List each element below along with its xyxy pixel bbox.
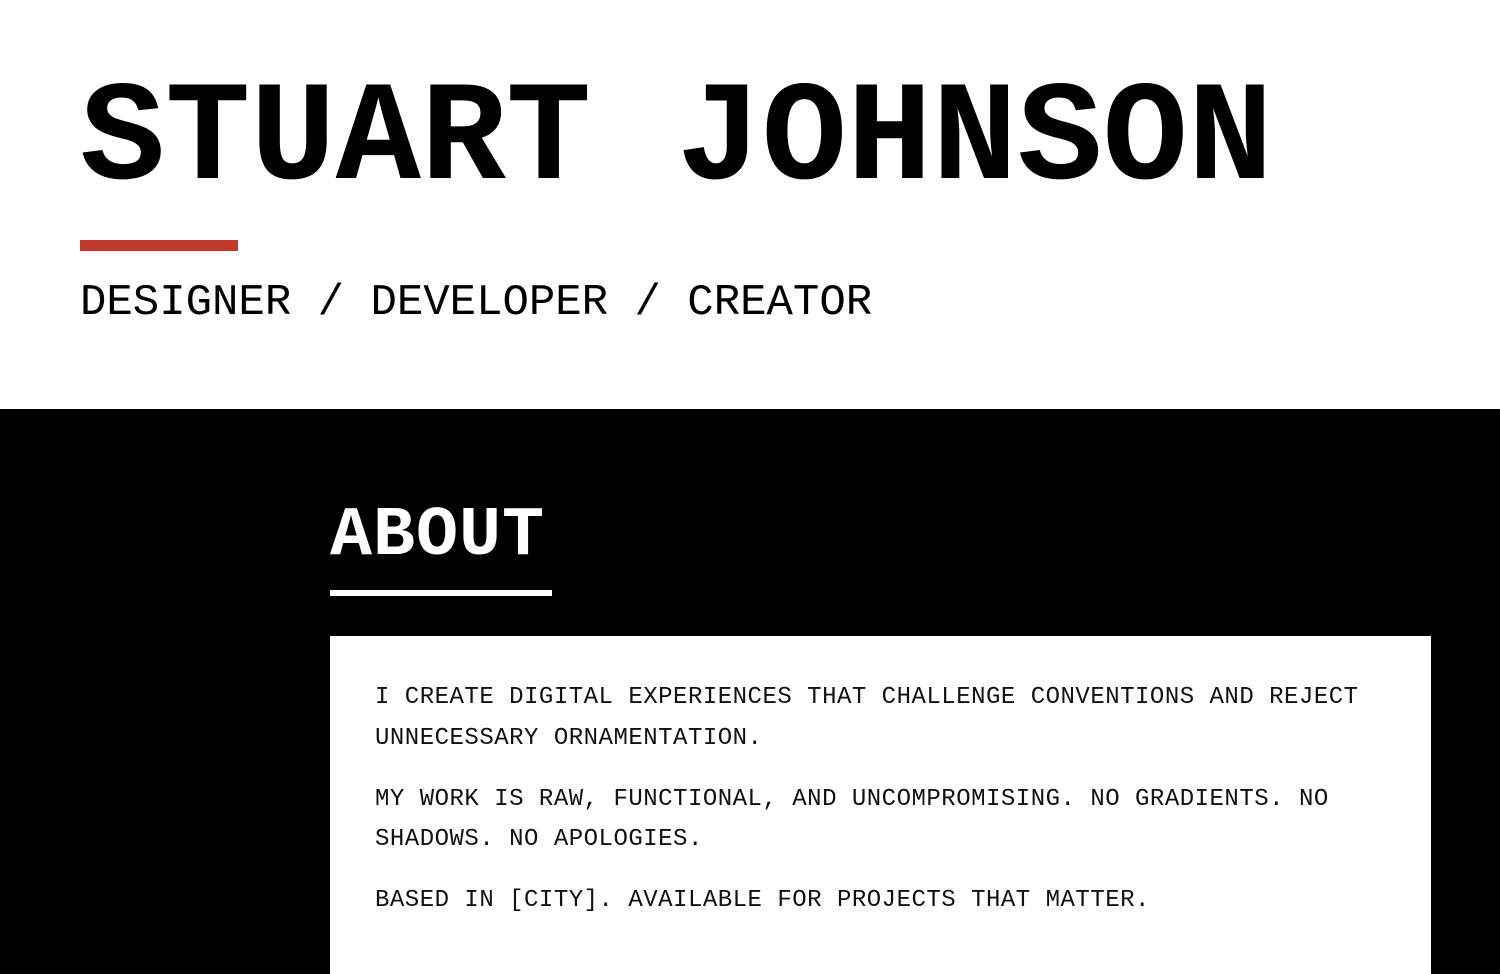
about-paragraph-philosophy: MY WORK IS RAW, FUNCTIONAL, AND UNCOMPROMISING. NO GRADIENTS. NO SHADOWS. NO APOLOGIES. (375, 785, 1329, 854)
about-content-box (330, 636, 1431, 974)
accent-bar (80, 240, 238, 251)
tagline: DESIGNER / DEVELOPER / CREATOR (80, 278, 873, 328)
about-paragraph-availability: BASED IN [CITY]. AVAILABLE FOR PROJECTS THAT MATTER. (375, 887, 1150, 915)
about-heading-underline (330, 590, 552, 596)
hero-section (0, 0, 1500, 409)
about-heading: ABOUT (330, 497, 546, 576)
site-title: STUART JOHNSON (80, 60, 1273, 221)
about-section (0, 409, 1500, 974)
about-paragraph-intro: I CREATE DIGITAL EXPERIENCES THAT CHALLENGE CONVENTIONS AND REJECT UNNECESSARY ORNAMENTATION. (375, 684, 1359, 752)
